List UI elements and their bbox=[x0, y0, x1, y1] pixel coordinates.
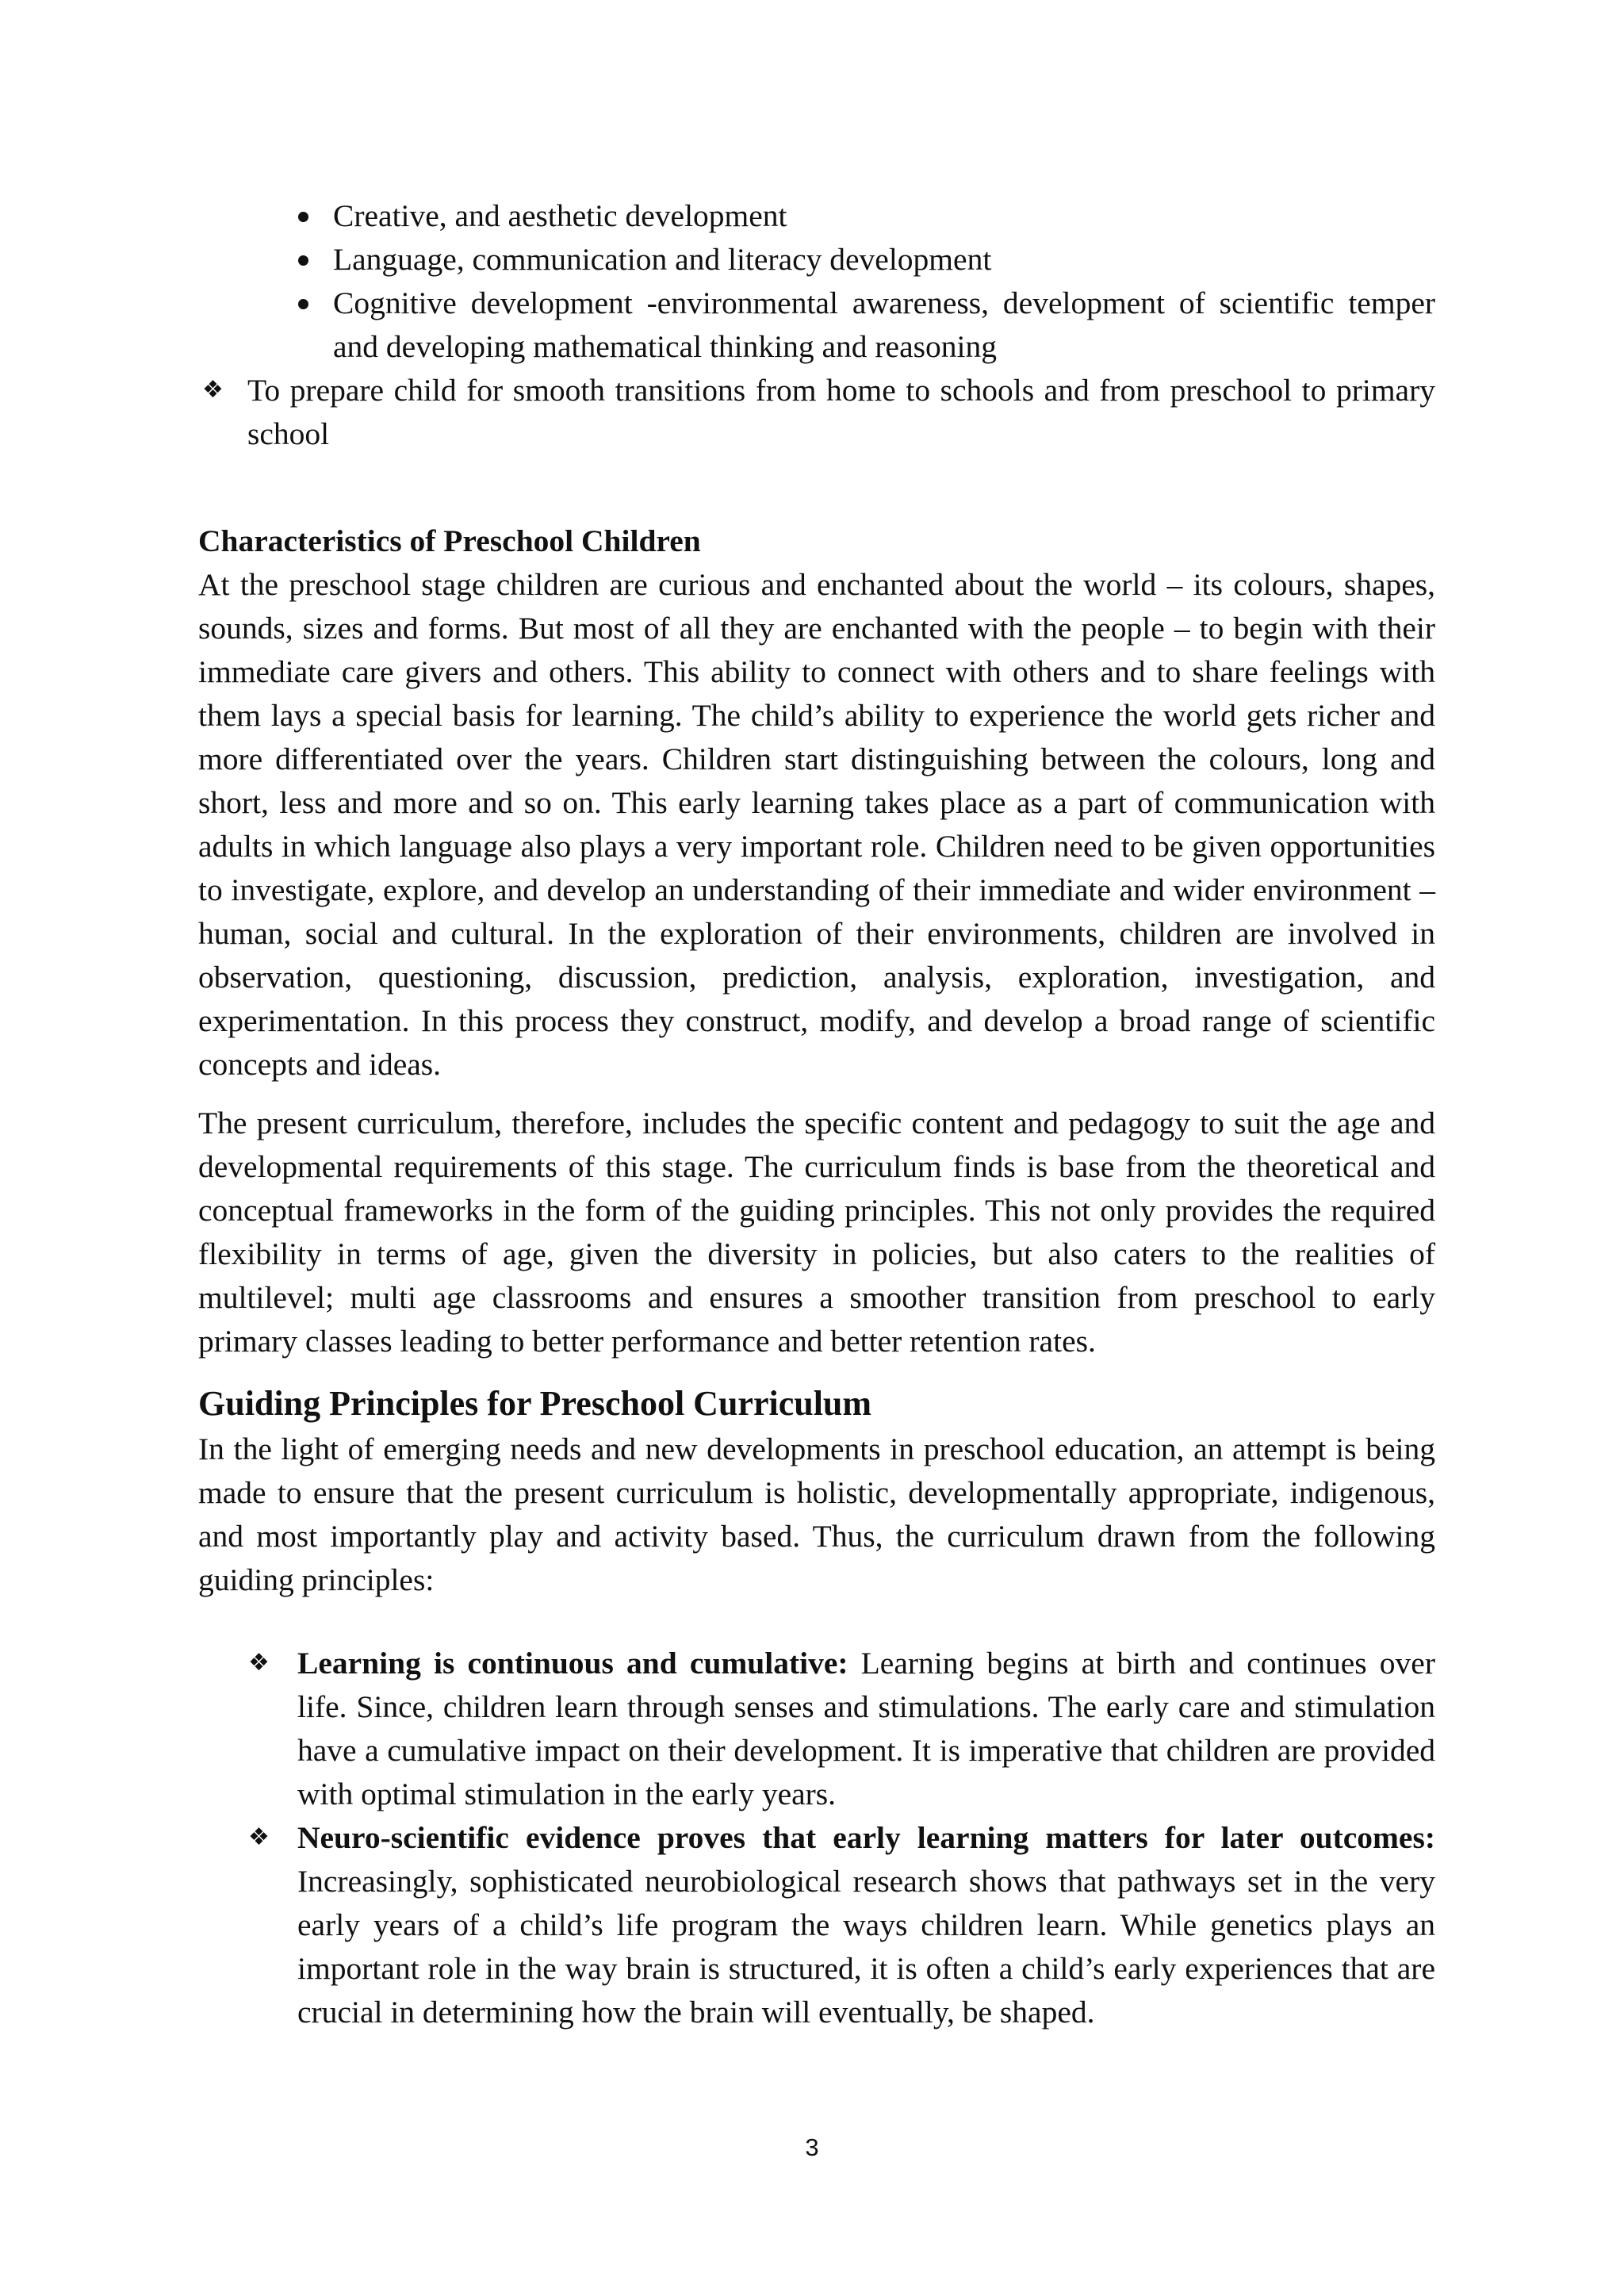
list-item: Creative, and aesthetic development bbox=[333, 194, 1435, 238]
section-heading-characteristics: Characteristics of Preschool Children bbox=[198, 523, 701, 558]
page-content bbox=[198, 194, 1435, 2034]
list-item: Cognitive development -environmental awareness, development of scientific temper and developing mathematical thinking and reasoning bbox=[333, 282, 1435, 369]
principle-title: Learning is continuous and cumulative: bbox=[297, 1646, 848, 1681]
diamond-bullet-icon: ❖ bbox=[248, 1649, 270, 1677]
paragraph: The present curriculum, therefore, includes the specific content and pedagogy to suit the age and developmental requirements of this stage. The curriculum finds is base from the theoretical and conceptual frameworks in the form of the guiding principles. This not only provides the required flexibility in terms of age, given the diversity in policies, but also caters to the realities of multilevel; multi age classrooms and ensures a smoother transition from preschool to early primary classes leading to better performance and better retention rates. bbox=[198, 1106, 1435, 1359]
diamond-bullet-icon: ❖ bbox=[202, 376, 224, 404]
page-number: 3 bbox=[805, 2133, 819, 2161]
paragraph: In the light of emerging needs and new developments in preschool education, an attempt is being made to ensure that the present curriculum is holistic, developmentally appropriate, indigenous, and most importantly play and activity based. Thus, the curriculum drawn from the following guiding principles: bbox=[198, 1432, 1435, 1597]
bullet-icon bbox=[298, 212, 308, 222]
principle-title: Neuro-scientific evidence proves that early learning matters for later outcomes: bbox=[297, 1820, 1435, 1855]
objective-item bbox=[198, 369, 1435, 456]
development-areas-list bbox=[198, 194, 1435, 369]
bullet-icon bbox=[298, 255, 308, 266]
list-item bbox=[248, 1816, 1435, 2034]
list-item bbox=[248, 1642, 1435, 1816]
principle-text: Increasingly, sophisticated neurobiological research shows that pathways set in the very early years of a child’s life program the ways children learn. While genetics plays an important role in the way brain is structured, it is often a child’s early experiences that are crucial in determining how the brain will eventually, be shaped. bbox=[297, 1864, 1435, 2030]
objective-text: To prepare child for smooth transitions from home to schools and from preschool to primary school bbox=[247, 373, 1435, 451]
paragraph: At the preschool stage children are curious and enchanted about the world – its colours, shapes, sounds, sizes and forms. But most of all they are enchanted with the people – to begin with their immediate care givers and others. This ability to connect with others and to share feelings with them lays a special basis for learning. The child’s ability to experience the world gets richer and more differentiated over the years. Children start distinguishing between the colours, long and short, less and more and so on. This early learning takes place as a part of communication with adults in which language also plays a very important role. Children need to be given opportunities to investigate, explore, and develop an understanding of their immediate and wider environment – human, social and cultural. In the exploration of their environments, children are involved in observation, questioning, discussion, prediction, analysis, exploration, investigation, and experimentation. In this process they construct, modify, and develop a broad range of scientific concepts and ideas. bbox=[198, 567, 1435, 1082]
list-item: Language, communication and literacy development bbox=[333, 238, 1435, 282]
principles-list bbox=[198, 1642, 1435, 2034]
principle-text: Learning begins at birth and continues over life. Since, children learn through senses and stimulations. The early care and stimulation have a cumulative impact on their development. It is imperative that children are provided with optimal stimulation in the early years. bbox=[297, 1646, 1435, 1811]
bullet-icon bbox=[298, 299, 308, 309]
diamond-bullet-icon: ❖ bbox=[248, 1823, 270, 1851]
section-heading-principles: Guiding Principles for Preschool Curriculum bbox=[198, 1384, 872, 1423]
